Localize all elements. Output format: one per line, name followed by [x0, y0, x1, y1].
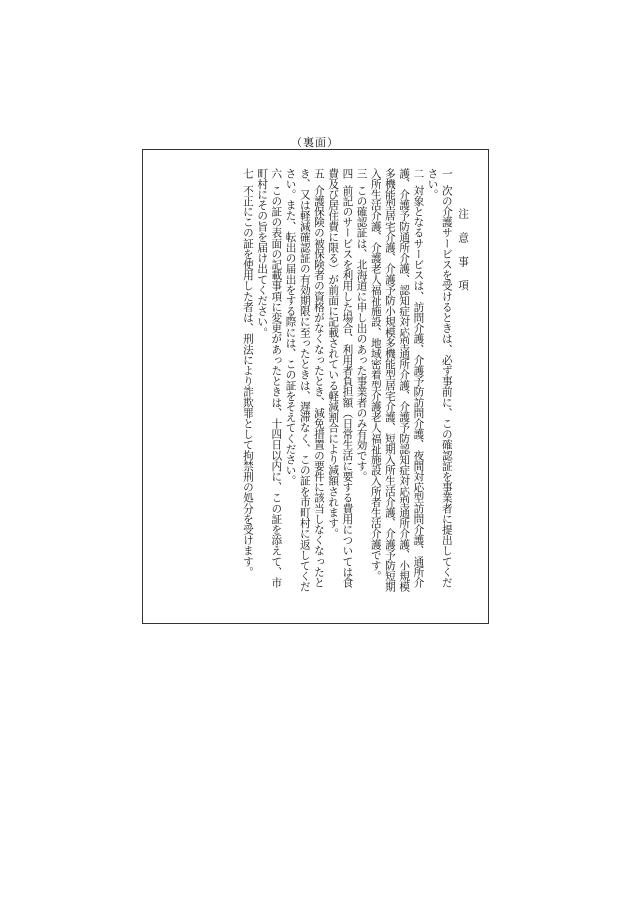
note-item-5: 五介護保険の被保険者の資格がなくなったとき、減免措置の要件に該当しなくなったとき、又は軽減確認証の有効期限に至ったときは、遅滞なく、この証を市町村に返してください。また、転出の届出をする際には、この証をそえてください。	[284, 168, 325, 592]
note-item-7: 七不正にこの証を使用した者は、刑法により詐欺罪として拘禁刑の処分を受けます。	[241, 168, 254, 578]
note-item-1: 一次の介護サービスを受けるときは、必ず事前に、この確認証を事業者に提出してください。	[426, 168, 453, 588]
notes-frame	[142, 149, 489, 624]
note-item-3: 三この確認証は、北海道に申し出のあった事業者のみ有効です。	[355, 168, 368, 482]
note-item-6: 六この証の表面の記載事項に変更があったときは、十四日以内に、この証を添えて、市町村にその旨を届け出てください。	[256, 168, 283, 588]
note-item-4: 四前記のサービスを利用した場合、利用者負担額（日常生活に要する費用については食費及び居住費に限る）が前面に記載されている軽減割合により減額されます。	[327, 168, 354, 588]
note-item-2: 二対象となるサービスは、訪問介護、介護予防訪問介護、夜間対応型訪問介護、通所介護、介護予防通所介護、認知症対応型通所介護、介護予防認知症対応型通所介護、小規模多機能型居宅介護、介護予防小規模多機能型居宅介護、短期入所生活介護、介護予防短期入所生活介護、介護老人福祉施設、地域密着型介護老人福祉施設入所者生活介護です。	[369, 168, 425, 592]
notes-title: 注 意 事 項	[457, 208, 469, 296]
page-label: （裏面）	[291, 136, 339, 149]
notes-text	[241, 168, 470, 598]
